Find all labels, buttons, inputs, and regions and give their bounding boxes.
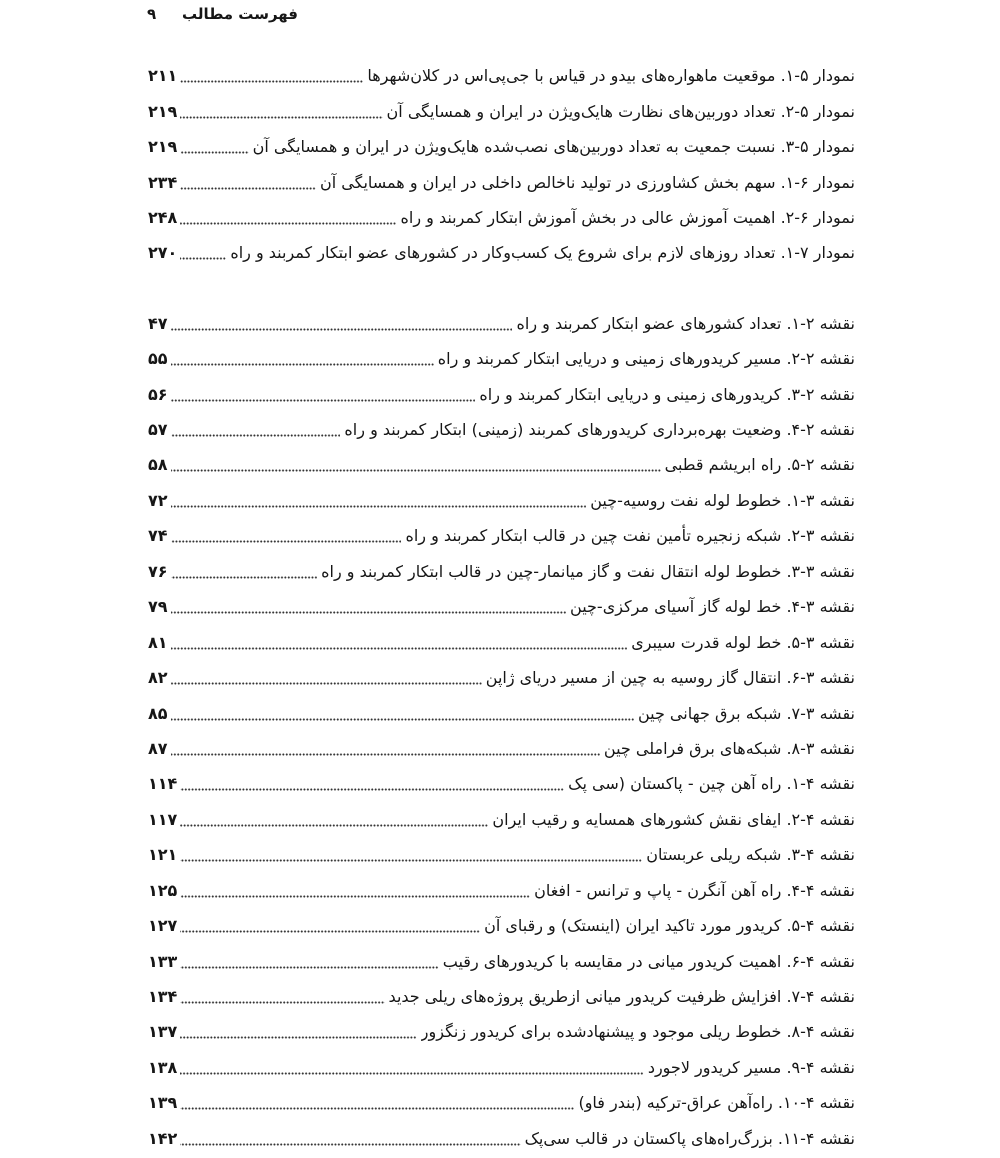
header-title: فهرست مطالب (182, 5, 298, 23)
toc-entry-map (148, 660, 855, 695)
toc-entry-title: نمودار ۵-۲. تعداد دوربین‌های نظارت هایک‌ویژن در ایران و همسایگی آن (386, 101, 855, 121)
toc-entry-page: ۸۱ (148, 632, 168, 652)
toc-entry-map (148, 943, 855, 978)
toc-entry-page: ۷۹ (148, 597, 168, 617)
toc-entry-map (148, 837, 855, 872)
toc-entry-page: ۵۷ (148, 420, 168, 440)
dot-leader (180, 788, 564, 791)
toc-entry-map (148, 483, 855, 518)
toc-entry-page: ۱۳۷ (148, 1022, 178, 1042)
toc-entry-map (148, 412, 855, 447)
toc-entry-page: ۱۲۵ (148, 880, 178, 900)
toc-entry-map (148, 766, 855, 801)
dot-leader (180, 824, 488, 827)
toc-entry-title: نمودار ۶-۲. اهمیت آموزش عالی در بخش آموزش ابتکار کمربند و راه (400, 207, 855, 227)
toc-entry-title: نقشه ۴-۱۱. بزرگ‌راه‌های پاکستان در قالب سی‌پک (524, 1128, 855, 1148)
dot-leader (180, 257, 226, 260)
toc-entry-page: ۸۷ (148, 738, 168, 758)
toc-entry-chart (148, 93, 855, 128)
toc-entry-title: نقشه ۴-۸. خطوط ریلی موجود و پیشنهادشده برای کریدور زنگزور (420, 1022, 855, 1042)
toc-entry-chart (148, 129, 855, 164)
toc-entry-title: نمودار ۶-۱. سهم بخش کشاورزی در تولید ناخالص داخلی در ایران و همسایگی آن (319, 172, 855, 192)
toc-entry-page: ۲۱۹ (148, 137, 178, 157)
toc-entry-title: نمودار ۷-۱. تعداد روزهای لازم برای شروع یک کسب‌وکار در کشورهای عضو ابتکار کمربند و راه (230, 243, 855, 263)
dot-leader (171, 753, 600, 756)
map-list (148, 306, 855, 1157)
toc-entry-map (148, 518, 855, 553)
dot-leader (171, 469, 661, 472)
toc-entry-title: نقشه ۴-۵. کریدور مورد تاکید ایران (اینستک) و رقبای آن (484, 916, 855, 936)
page-number: ۹ (147, 5, 157, 23)
toc-entry-page: ۱۳۹ (148, 1093, 178, 1113)
running-header (0, 0, 1000, 34)
dot-leader (180, 116, 382, 119)
toc-entry-page: ۵۵ (148, 349, 168, 369)
dot-leader (171, 505, 587, 508)
toc-entry-title: نقشه ۴-۴. راه آهن آنگرن - پاپ و ترانس - افغان (534, 880, 855, 900)
toc-entry-page: ۱۲۷ (148, 916, 178, 936)
dot-leader (180, 1143, 520, 1146)
dot-leader (171, 399, 476, 402)
toc-entry-title: نقشه ۲-۵. راه ابریشم قطبی (664, 455, 855, 475)
dot-leader (171, 611, 566, 614)
dot-leader (171, 328, 513, 331)
toc-entry-page: ۱۴۲ (148, 1128, 178, 1148)
toc-entry-title: نقشه ۲-۴. وضعیت بهره‌برداری کریدورهای کمربند (زمینی) ابتکار کمربند و راه (344, 420, 855, 440)
toc-entry-map (148, 1085, 855, 1120)
chart-list (148, 58, 855, 271)
toc-entry-title: نمودار ۵-۳. نسبت جمعیت به تعداد دوربین‌های نصب‌شده هایک‌ویژن در ایران و همسایگی آن (252, 137, 855, 157)
toc-entry-map (148, 979, 855, 1014)
toc-entry-title: نقشه ۴-۳. شبکه ریلی عربستان (646, 845, 855, 865)
toc-entry-chart (148, 200, 855, 235)
toc-entry-page: ۸۵ (148, 703, 168, 723)
toc-entry-title: نقشه ۳-۶. انتقال گاز روسیه به چین از مسیر دریای ژاپن (485, 668, 855, 688)
toc-entry-page: ۸۲ (148, 668, 168, 688)
toc-entry-title: نقشه ۴-۹. مسیر کریدور لاجورد (647, 1057, 855, 1077)
toc-entry-map (148, 376, 855, 411)
toc-entry-title: نقشه ۴-۲. ایفای نقش کشورهای همسایه و رقیب ایران (492, 809, 855, 829)
dot-leader (180, 222, 396, 225)
toc-entry-page: ۱۲۱ (148, 845, 178, 865)
toc-entry-title: نقشه ۳-۳. خطوط لوله انتقال نفت و گاز میانمار-چین در قالب ابتکار کمربند و راه (321, 561, 855, 581)
toc-entry-map (148, 341, 855, 376)
dot-leader (180, 966, 438, 969)
dot-leader (180, 1107, 574, 1110)
toc-entry-title: نقشه ۳-۸. شبکه‌های برق فراملی چین (603, 738, 855, 758)
toc-entry-page: ۲۱۹ (148, 101, 178, 121)
toc-entry-map (148, 695, 855, 730)
dot-leader (171, 434, 341, 437)
dot-leader (171, 682, 482, 685)
toc-entry-map (148, 873, 855, 908)
toc-entry-map (148, 306, 855, 341)
toc-entry-page: ۱۳۳ (148, 951, 178, 971)
dot-leader (180, 80, 363, 83)
toc-entry-page: ۲۴۸ (148, 207, 178, 227)
toc-entry-title: نقشه ۲-۳. کریدورهای زمینی و دریایی ابتکار کمربند و راه (479, 384, 855, 404)
toc-entry-title: نقشه ۳-۵. خط لوله قدرت سیبری (631, 632, 855, 652)
toc-entry-page: ۱۳۴ (148, 987, 178, 1007)
toc-entry-title: نقشه ۲-۲. مسیر کریدورهای زمینی و دریایی ابتکار کمربند و راه (437, 349, 855, 369)
toc-entry-chart (148, 58, 855, 93)
toc-entry-page: ۵۸ (148, 455, 168, 475)
dot-leader (171, 718, 634, 721)
toc-entry-map (148, 624, 855, 659)
toc-entry-map (148, 1014, 855, 1049)
dot-leader (171, 363, 434, 366)
toc-entry-map (148, 554, 855, 589)
dot-leader (180, 187, 316, 190)
toc-entry-page: ۲۷۰ (148, 243, 178, 263)
dot-leader (180, 895, 530, 898)
toc-entry-page: ۱۳۸ (148, 1057, 178, 1077)
toc-entry-page: ۵۶ (148, 384, 168, 404)
toc-entry-page: ۷۲ (148, 490, 168, 510)
toc-entry-page: ۱۱۴ (148, 774, 178, 794)
dot-leader (171, 576, 318, 579)
dot-leader (180, 151, 248, 154)
toc-entry-title: نقشه ۳-۲. شبکه زنجیره تأمین نفت چین در قالب ابتکار کمربند و راه (405, 526, 855, 546)
dot-leader (180, 859, 642, 862)
toc-entry-map (148, 802, 855, 837)
toc-entry-title: نقشه ۳-۷. شبکه برق جهانی چین (637, 703, 855, 723)
toc-entry-map (148, 1050, 855, 1085)
toc-entry-title: نقشه ۳-۱. خطوط لوله نفت روسیه-چین (590, 490, 855, 510)
toc-entry-map (148, 447, 855, 482)
dot-leader (180, 1036, 417, 1039)
toc-entry-title: نقشه ۴-۷. افزایش ظرفیت کریدور میانی ازطریق پروژه‌های ریلی جدید (388, 987, 855, 1007)
toc-entry-title: نقشه ۲-۱. تعداد کشورهای عضو ابتکار کمربند و راه (516, 313, 855, 333)
toc-entry-map (148, 1121, 855, 1156)
toc-entry-title: نقشه ۴-۶. اهمیت کریدور میانی در مقایسه با کریدورهای رقیب (442, 951, 855, 971)
toc-entry-map (148, 589, 855, 624)
toc-entry-map (148, 731, 855, 766)
dot-leader (171, 647, 628, 650)
toc-entry-page: ۷۴ (148, 526, 168, 546)
toc-entry-map (148, 908, 855, 943)
dot-leader (180, 1001, 384, 1004)
toc-entry-page: ۲۳۴ (148, 172, 178, 192)
toc-entry-page: ۷۶ (148, 561, 168, 581)
toc-entry-chart (148, 164, 855, 199)
toc-entry-title: نقشه ۴-۱. راه آهن چین - پاکستان (سی پک (568, 774, 855, 794)
dot-leader (171, 540, 402, 543)
toc-entry-title: نقشه ۳-۴. خط لوله گاز آسیای مرکزی-چین (570, 597, 855, 617)
toc-entry-page: ۱۱۷ (148, 809, 178, 829)
toc-entry-chart (148, 235, 855, 270)
dot-leader (180, 1072, 644, 1075)
toc-entry-title: نمودار ۵-۱. موقعیت ماهواره‌های بیدو در قیاس با جی‌پی‌اس در کلان‌شهرها (367, 66, 855, 86)
toc-entry-page: ۴۷ (148, 313, 168, 333)
toc-entry-page: ۲۱۱ (148, 66, 178, 86)
dot-leader (180, 930, 480, 933)
toc-entry-title: نقشه ۴-۱۰. راه‌آهن عراق-ترکیه (بندر فاو) (578, 1093, 855, 1113)
